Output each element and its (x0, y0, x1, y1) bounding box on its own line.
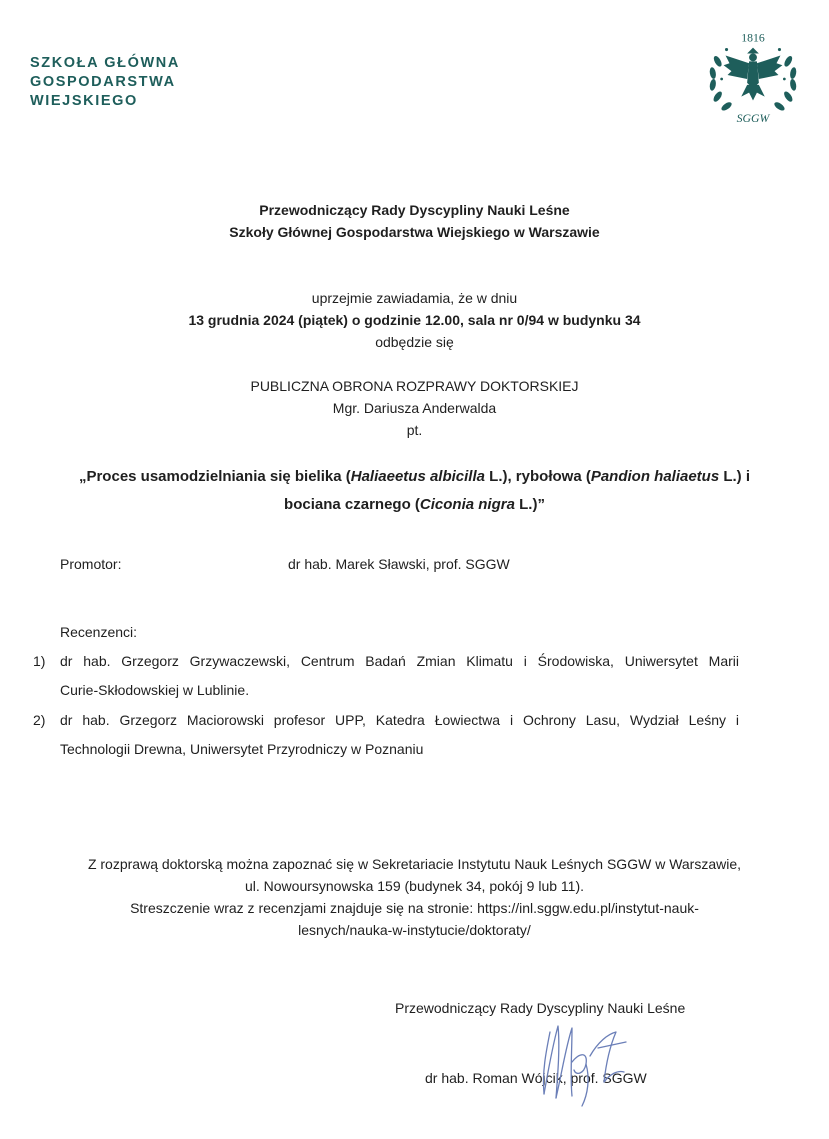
candidate-name: Mgr. Dariusza Anderwalda (332, 400, 497, 416)
info-line-3: Streszczenie wraz z recenzjami znajduje się na stronie: https://inl.sggw.edu.pl/instytut-nauk- (130, 900, 699, 916)
thesis-title-line-2 (14, 491, 815, 519)
thesis-title (14, 463, 815, 519)
thesis-title-part: L.)” (514, 496, 545, 513)
info-line-2: ul. Nowoursynowska 159 (budynek 34, pokój 9 lub 11). (244, 878, 585, 894)
notice-intro: uprzejmie zawiadamia, że w dniu (311, 290, 518, 306)
reviewer-1-number: 1) (33, 653, 46, 669)
promotor-name: dr hab. Marek Sławski, prof. SGGW (288, 556, 510, 572)
reviewers-label: Recenzenci: (60, 624, 138, 640)
university-name-line-2: GOSPODARSTWA (30, 74, 176, 90)
signatory-name: dr hab. Roman Wójcik, prof. SGGW (425, 1070, 647, 1086)
reviewer-1-line-1: dr hab. Grzegorz Grzywaczewski, Centrum Badań Zmian Klimatu i Środowiska, Uniwersytet Marii (60, 653, 739, 669)
notice-datetime: 13 grudnia 2024 (piątek) o godzinie 12.00, sala nr 0/94 w budynku 34 (188, 312, 641, 328)
reviewer-2-number: 2) (33, 712, 46, 728)
addressee-line-2: Szkoły Głównej Gospodarstwa Wiejskiego w Warszawie (229, 224, 600, 240)
signatory-title: Przewodniczący Rady Dyscypliny Nauki Leśne (395, 1000, 686, 1016)
seal-abbr: SGGW (736, 112, 770, 126)
university-name-line-3: WIEJSKIEGO (30, 93, 138, 109)
reviewer-2-line-2: Technologii Drewna, Uniwersytet Przyrodniczy w Poznaniu (60, 741, 424, 757)
reviewer-1-line-2: Curie-Skłodowskiej w Lublinie. (60, 682, 250, 698)
promotor-label: Promotor: (60, 556, 122, 572)
pt-label: pt. (406, 422, 423, 438)
thesis-title-part: L.), rybołowa ( (484, 468, 591, 485)
thesis-title-part: „Proces usamodzielniania się bielika ( (78, 468, 351, 485)
addressee-line-1: Przewodniczący Rady Dyscypliny Nauki Leśne (259, 202, 570, 218)
eagle-icon (724, 48, 783, 101)
university-name-line-1: SZKOŁA GŁÓWNA (30, 55, 180, 71)
handwritten-signature-icon (528, 1012, 648, 1112)
sggw-seal-icon (704, 28, 802, 126)
species-name: Ciconia nigra (419, 496, 515, 513)
university-name (30, 54, 180, 111)
reviewer-2-line-1: dr hab. Grzegorz Maciorowski profesor UPP, Katedra Łowiectwa i Ochrony Lasu, Wydział Leśny i (60, 712, 739, 728)
notice-will-take-place: odbędzie się (375, 334, 454, 350)
info-line-1: Z rozprawą doktorską można zapoznać się w Sekretariacie Instytutu Nauk Leśnych SGGW w Warszawie, (87, 856, 742, 872)
info-line-4: lesnych/nauka-w-instytucie/doktoraty/ (298, 922, 531, 938)
species-name: Pandion haliaetus (590, 468, 720, 485)
thesis-title-line-1 (14, 463, 815, 491)
thesis-title-part: L.) i (719, 468, 751, 485)
seal-year: 1816 (741, 31, 765, 45)
defense-heading: PUBLICZNA OBRONA ROZPRAWY DOKTORSKIEJ (250, 378, 579, 394)
species-name: Haliaeetus albicilla (350, 468, 485, 485)
thesis-title-part: bociana czarnego ( (284, 496, 420, 513)
